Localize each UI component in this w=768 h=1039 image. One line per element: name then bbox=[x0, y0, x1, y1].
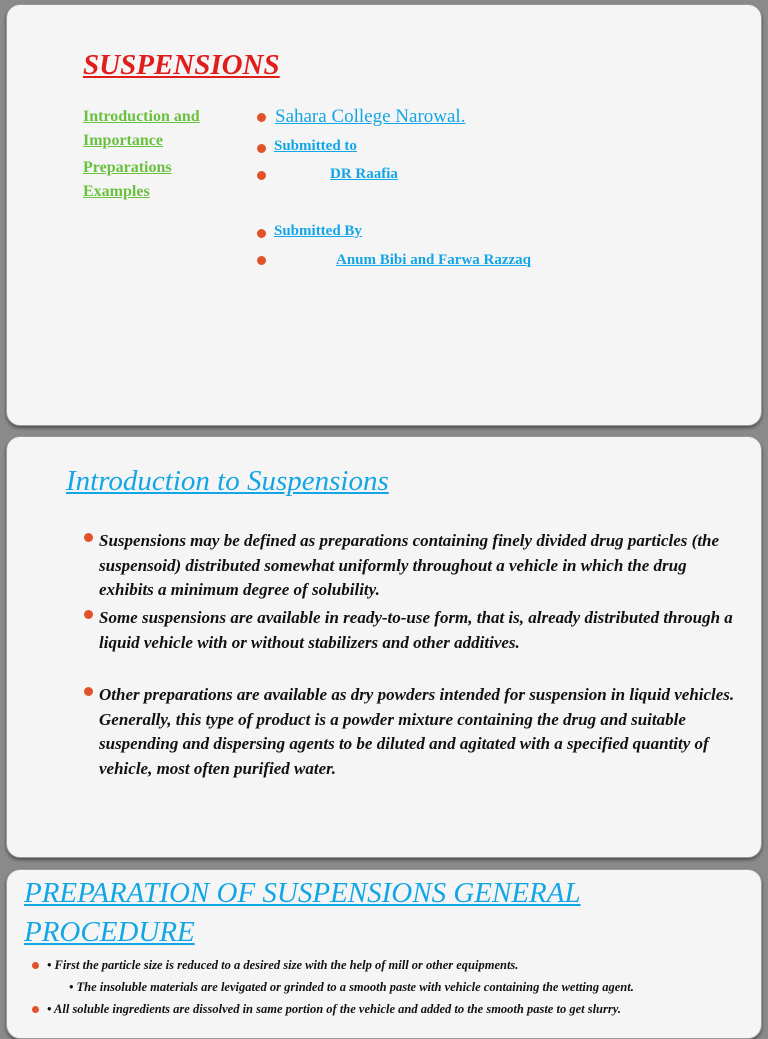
side-link-preparations[interactable]: Preparations bbox=[83, 159, 172, 176]
side-link-introduction[interactable]: Introduction and bbox=[83, 108, 200, 125]
bullet-icon bbox=[32, 962, 39, 969]
bullet-icon bbox=[257, 171, 266, 180]
slide-1 bbox=[6, 4, 762, 426]
bullet-icon bbox=[257, 144, 266, 153]
slide1-title: SUSPENSIONS bbox=[83, 49, 280, 81]
submitted-to-link[interactable]: Submitted to bbox=[274, 138, 357, 154]
students-names: Anum Bibi and Farwa Razzaq bbox=[336, 252, 532, 268]
bullet-icon bbox=[84, 687, 93, 696]
bullet-icon bbox=[257, 229, 266, 238]
procedure-line-1: • First the particle size is reduced to a desired size with the help of mill or other equipments. bbox=[47, 958, 519, 972]
students-names-link[interactable] bbox=[274, 252, 531, 269]
submitted-by-link[interactable]: Submitted By bbox=[274, 223, 362, 239]
intro-bullet-2: Some suspensions are available in ready-to-use form, that is, already distributed through a liquid vehicle with or without stabilizers and other additives. bbox=[99, 608, 733, 652]
college-link[interactable]: Sahara College Narowal. bbox=[275, 106, 466, 127]
side-link-examples[interactable]: Examples bbox=[83, 183, 150, 200]
teacher-name: DR Raafia bbox=[330, 166, 398, 182]
bullet-icon bbox=[84, 610, 93, 619]
slide2-title: Introduction to Suspensions bbox=[66, 465, 389, 497]
teacher-name-link[interactable] bbox=[274, 166, 398, 183]
intro-bullet-1: Suspensions may be defined as preparations containing finely divided drug particles (the suspensoid) distributed somewhat uniformly throughout a vehicle in which the drug exhibits a minimum degree of solubility. bbox=[99, 531, 720, 599]
bullet-icon bbox=[32, 1006, 39, 1013]
bullet-icon bbox=[84, 533, 93, 542]
bullet-icon bbox=[257, 256, 266, 265]
slide-2 bbox=[6, 436, 762, 858]
slide-3 bbox=[6, 869, 762, 1039]
procedure-line-2: • The insoluble materials are levigated or grinded to a smooth paste with vehicle containing the wetting agent. bbox=[69, 980, 634, 994]
slide3-title: PREPARATION OF SUSPENSIONS GENERAL PROCEDURE bbox=[24, 877, 581, 948]
procedure-line-3: • All soluble ingredients are dissolved in same portion of the vehicle and added to the smooth paste to get slurry. bbox=[47, 1002, 621, 1016]
intro-bullet-3: Other preparations are available as dry powders intended for suspension in liquid vehicles. Generally, this type of product is a powder mixture containing the drug and suitable suspending and dispersing agents to be diluted and agitated with a specified quantity of vehicle, most often purified water. bbox=[99, 685, 735, 778]
side-link-importance[interactable]: Importance bbox=[83, 132, 163, 149]
bullet-icon bbox=[257, 113, 266, 122]
